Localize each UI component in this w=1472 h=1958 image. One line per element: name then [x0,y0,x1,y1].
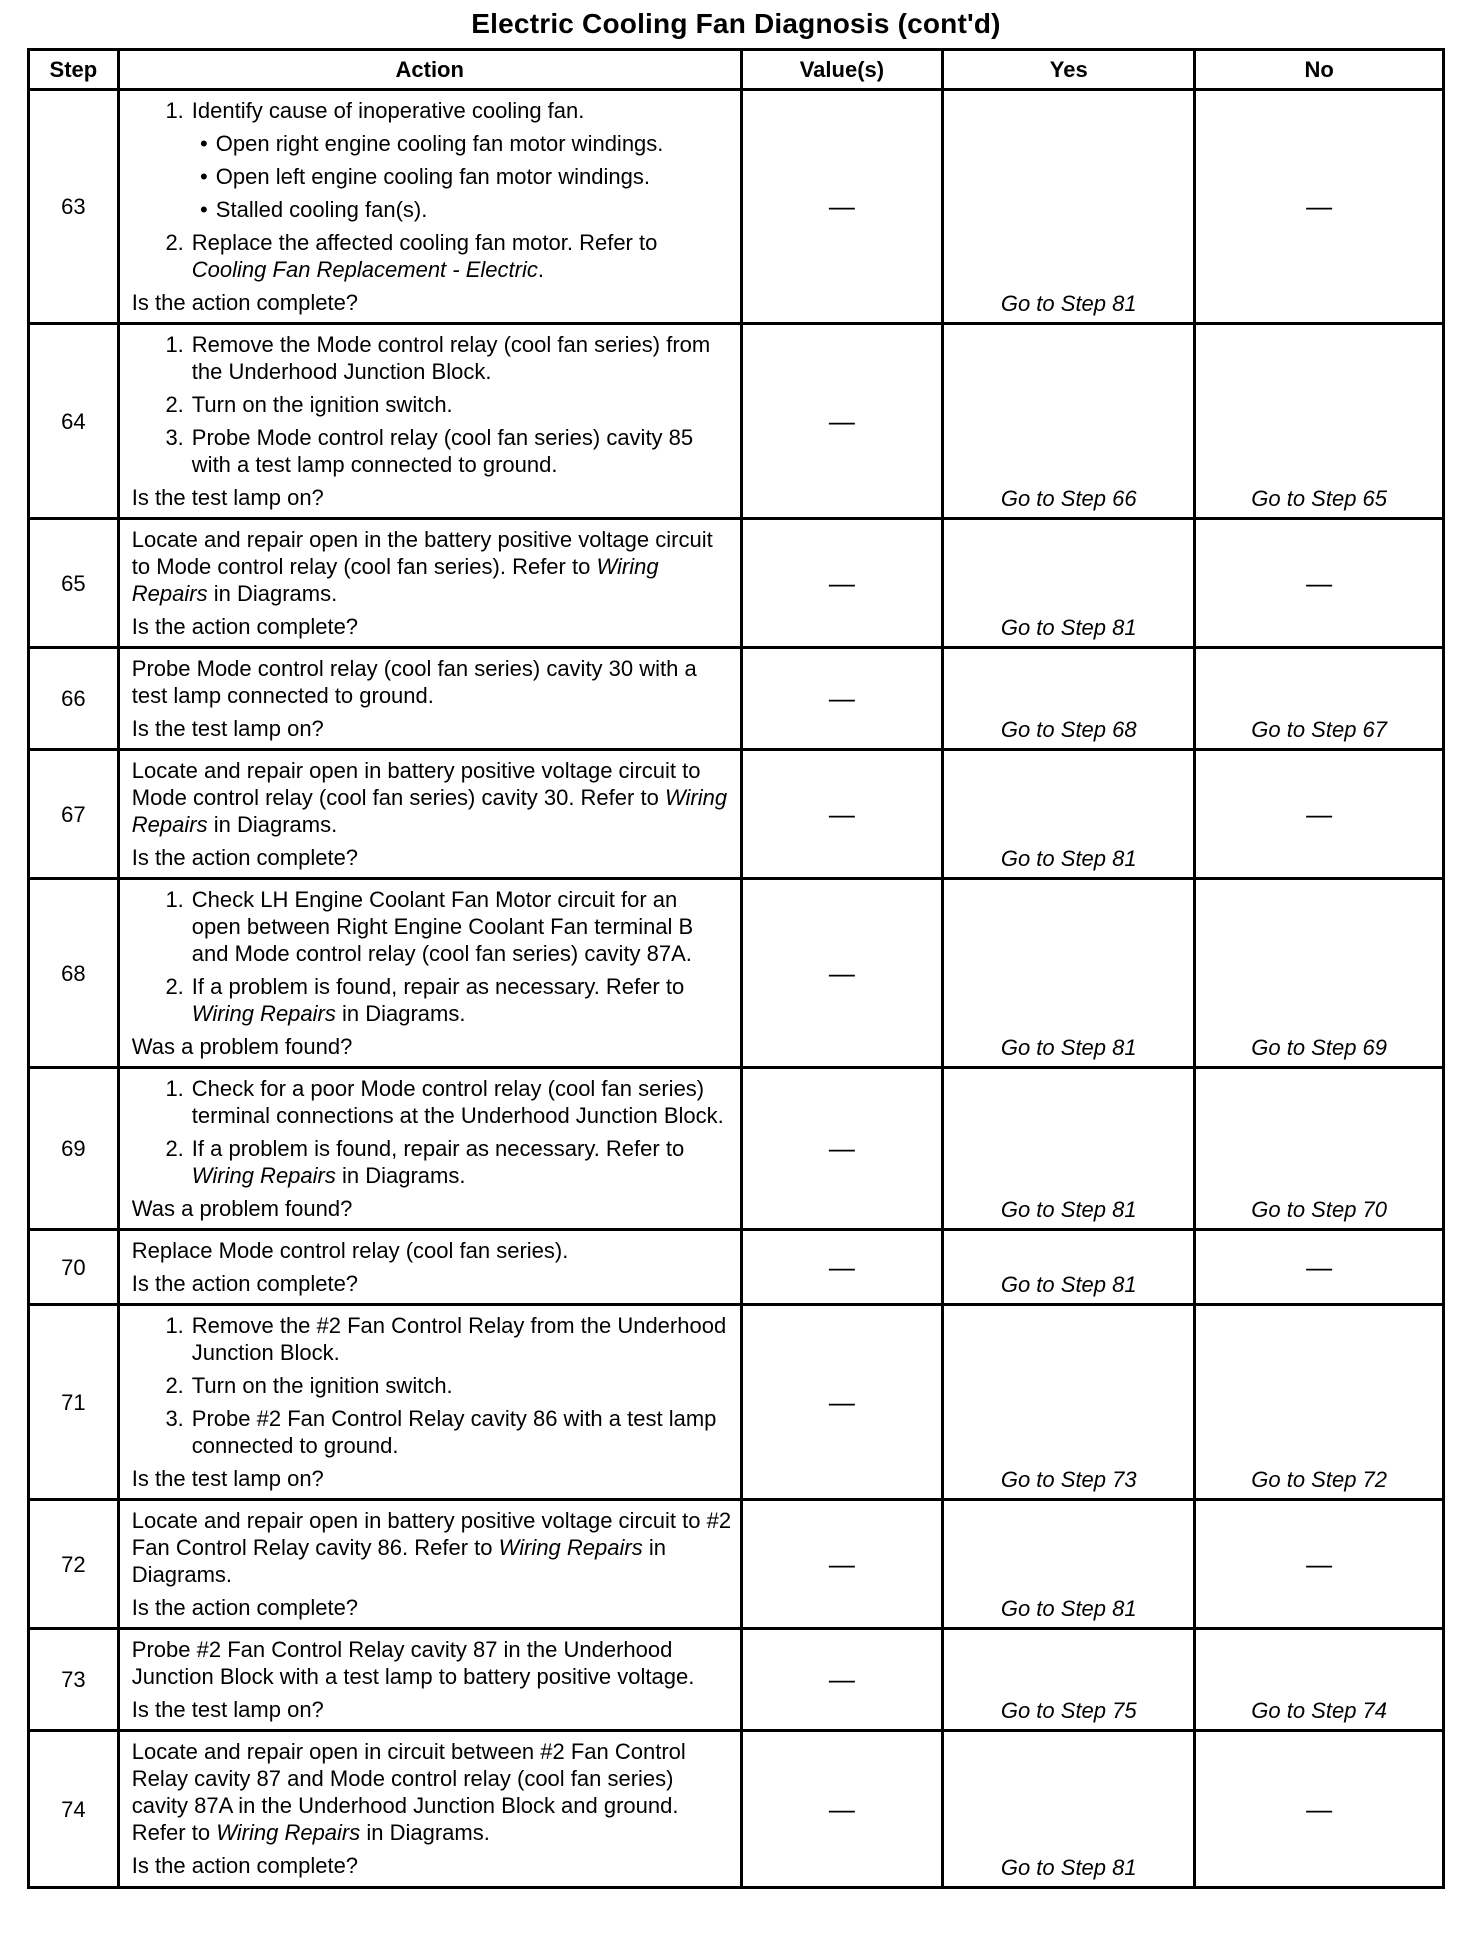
step-index: 3. [165,1406,184,1431]
table-row [29,90,1444,324]
step-index: 1. [165,98,184,123]
yes-cell [943,519,1195,648]
no-cell [1195,648,1444,750]
value-cell: — [741,90,942,324]
no-cell [1195,1305,1444,1500]
header-yes: Yes [943,50,1195,90]
no-cell: — [1195,1500,1444,1629]
step-number: 70 [29,1230,119,1305]
step-text: Remove the #2 Fan Control Relay from the Underhood Junction Block. [191,1313,727,1365]
yes-cell [943,1500,1195,1629]
action-question: Is the action complete? [131,1271,359,1296]
step-text-tail: . [537,257,544,282]
action-question: Is the test lamp on? [131,1697,324,1722]
yes-cell [943,1068,1195,1230]
action-step [132,331,732,385]
action-text [132,526,732,607]
value-cell: — [741,1500,942,1629]
step-number: 64 [29,324,119,519]
step-index: 1. [165,887,184,912]
yes-goto-link[interactable]: Go to Step 81 [1000,1596,1137,1621]
manual-reference-link[interactable]: Wiring Repairs [131,554,659,606]
bullet-item [192,130,732,157]
value-cell: — [741,324,942,519]
yes-goto-link[interactable]: Go to Step 81 [1000,615,1137,640]
action-step [132,424,732,478]
action-question: Is the test lamp on? [131,716,324,741]
bullet-text: Open right engine cooling fan motor windings. [215,131,664,156]
step-text-tail: in Diagrams. [335,1163,466,1188]
table-row [29,1731,1444,1888]
no-goto-link[interactable]: Go to Step 67 [1251,717,1388,742]
action-cell [118,1068,741,1230]
table-row [29,324,1444,519]
table-row [29,1305,1444,1500]
step-number: 73 [29,1629,119,1731]
action-step [132,1135,732,1189]
action-text-main: Locate and repair open in the battery positive voltage circuit to Mode control relay (cool fan series). Refer to [131,527,713,579]
yes-cell [943,1629,1195,1731]
step-index: 1. [165,332,184,357]
value-cell: — [741,648,942,750]
bullet-text: Open left engine cooling fan motor windings. [215,164,650,189]
manual-reference-link[interactable]: Cooling Fan Replacement - Electric [191,257,538,282]
step-index: 2. [165,1373,184,1398]
step-index: 2. [165,1136,184,1161]
action-step [132,1312,732,1366]
value-cell: — [741,750,942,879]
manual-reference-link[interactable]: Wiring Repairs [191,1163,336,1188]
action-question: Was a problem found? [131,1196,353,1221]
action-cell [118,324,741,519]
action-question: Is the action complete? [131,614,359,639]
step-number: 66 [29,648,119,750]
manual-reference-link[interactable]: Wiring Repairs [216,1820,361,1845]
step-number: 74 [29,1731,119,1888]
yes-goto-link[interactable]: Go to Step 81 [1000,1855,1137,1880]
action-question: Is the action complete? [131,1853,359,1878]
no-cell: — [1195,519,1444,648]
action-text: Probe #2 Fan Control Relay cavity 87 in the Underhood Junction Block with a test lamp to battery positive voltage. [131,1637,695,1689]
no-goto-link[interactable]: Go to Step 65 [1251,486,1388,511]
action-text-tail: in Diagrams. [207,581,338,606]
action-text-tail: in Diagrams. [360,1820,490,1845]
step-text: Replace the affected cooling fan motor. Refer to [191,230,658,255]
yes-goto-link[interactable]: Go to Step 81 [1000,1272,1137,1297]
yes-goto-link[interactable]: Go to Step 66 [1000,486,1137,511]
step-text: Turn on the ignition switch. [191,392,453,417]
action-step [132,1372,732,1399]
manual-reference-link[interactable]: Wiring Repairs [131,785,728,837]
yes-cell [943,879,1195,1068]
table-row [29,1629,1444,1731]
bullet-item [192,163,732,190]
action-cell [118,90,741,324]
no-goto-link[interactable]: Go to Step 72 [1251,1467,1388,1492]
step-text: Check for a poor Mode control relay (cool fan series) terminal connections at the Underhood Junction Block. [191,1076,724,1128]
value-cell: — [741,1629,942,1731]
bullet-icon: • [199,164,208,189]
bullet-icon: • [199,197,208,222]
header-no: No [1195,50,1444,90]
step-body [192,1135,732,1189]
table-row [29,648,1444,750]
no-cell [1195,1068,1444,1230]
bullet-text: Stalled cooling fan(s). [215,197,428,222]
action-cell [118,1230,741,1305]
value-cell: — [741,879,942,1068]
action-question: Is the test lamp on? [131,485,324,510]
no-goto-link[interactable]: Go to Step 69 [1251,1035,1388,1060]
value-cell: — [741,1731,942,1888]
action-text [132,1507,732,1588]
step-index: 1. [165,1313,184,1338]
yes-cell [943,1305,1195,1500]
action-text [132,757,732,838]
action-text-main: Locate and repair open in battery positive voltage circuit to Mode control relay (cool fan series) cavity 30. Refer to [131,758,701,810]
action-question: Is the action complete? [131,290,359,315]
yes-goto-link[interactable]: Go to Step 81 [1000,1197,1137,1222]
table-row [29,1068,1444,1230]
step-index: 2. [165,392,184,417]
bullet-item [192,196,732,223]
no-cell [1195,1629,1444,1731]
action-text: Probe Mode control relay (cool fan series) cavity 30 with a test lamp connected to ground. [131,656,697,708]
action-question: Was a problem found? [131,1034,353,1059]
no-cell: — [1195,1731,1444,1888]
yes-cell [943,1230,1195,1305]
action-step [132,97,732,223]
header-values: Value(s) [741,50,942,90]
value-cell: — [741,1230,942,1305]
action-cell [118,519,741,648]
action-cell [118,750,741,879]
step-number: 72 [29,1500,119,1629]
step-index: 2. [165,230,184,255]
value-cell: — [741,1068,942,1230]
action-text-tail: in Diagrams. [207,812,338,837]
action-steps [132,97,732,283]
value-cell: — [741,1305,942,1500]
yes-goto-link[interactable]: Go to Step 68 [1000,717,1137,742]
no-cell: — [1195,750,1444,879]
step-number: 69 [29,1068,119,1230]
action-step [132,1405,732,1459]
step-number: 68 [29,879,119,1068]
yes-goto-link[interactable]: Go to Step 81 [1000,846,1137,871]
step-text: Remove the Mode control relay (cool fan series) from the Underhood Junction Block. [191,332,711,384]
action-cell [118,1500,741,1629]
action-cell [118,648,741,750]
step-number: 71 [29,1305,119,1500]
yes-cell [943,648,1195,750]
step-text: Probe Mode control relay (cool fan series) cavity 85 with a test lamp connected to ground. [191,425,694,477]
action-cell [118,1305,741,1500]
yes-goto-link[interactable]: Go to Step 81 [1000,291,1137,316]
action-text [132,1738,732,1846]
action-text-main: Locate and repair open in circuit between #2 Fan Control Relay cavity 87 and Mode control relay (cool fan series) cavity 87A in the Underhood Junction Block and ground. Refer to [131,1739,686,1845]
diagnosis-table [27,48,1445,1889]
action-text-main: Locate and repair open in battery positive voltage circuit to #2 Fan Control Relay cavity 86. Refer to [131,1508,732,1560]
page-title: Electric Cooling Fan Diagnosis (cont'd) [471,8,1001,39]
step-number: 67 [29,750,119,879]
step-text-tail: in Diagrams. [335,1001,466,1026]
no-cell [1195,324,1444,519]
bullet-icon: • [199,131,208,156]
action-steps [132,1075,732,1189]
step-text: Probe #2 Fan Control Relay cavity 86 with a test lamp connected to ground. [191,1406,717,1458]
action-text: Replace Mode control relay (cool fan series). [131,1238,569,1263]
step-text: If a problem is found, repair as necessary. Refer to [191,974,685,999]
yes-cell [943,90,1195,324]
step-body [192,973,732,1027]
step-text: Check LH Engine Coolant Fan Motor circuit for an open between Right Engine Coolant Fan terminal B and Mode control relay (cool fan series) cavity 87A. [191,887,694,966]
action-step [132,229,732,283]
step-index: 3. [165,425,184,450]
no-cell [1195,879,1444,1068]
table-row [29,879,1444,1068]
yes-goto-link[interactable]: Go to Step 81 [1000,1035,1137,1060]
step-body [192,97,732,223]
action-steps [132,331,732,478]
yes-cell [943,750,1195,879]
action-step [132,1075,732,1129]
action-cell [118,1629,741,1731]
step-text: Identify cause of inoperative cooling fan. [191,98,585,123]
value-cell: — [741,519,942,648]
step-text: Turn on the ignition switch. [191,1373,453,1398]
header-action: Action [118,50,741,90]
action-steps [132,886,732,1027]
step-index: 1. [165,1076,184,1101]
no-cell: — [1195,90,1444,324]
action-steps [132,1312,732,1459]
action-step [132,391,732,418]
step-index: 2. [165,974,184,999]
no-cell: — [1195,1230,1444,1305]
manual-reference-link[interactable]: Wiring Repairs [498,1535,643,1560]
action-question: Is the action complete? [131,1595,359,1620]
yes-cell [943,1731,1195,1888]
yes-cell [943,324,1195,519]
action-step [132,973,732,1027]
step-text: If a problem is found, repair as necessary. Refer to [191,1136,685,1161]
no-goto-link[interactable]: Go to Step 70 [1251,1197,1388,1222]
action-text-tail: in Diagrams. [131,1535,666,1587]
table-header-row [29,50,1444,90]
table-row [29,750,1444,879]
yes-goto-link[interactable]: Go to Step 75 [1000,1698,1137,1723]
step-number: 65 [29,519,119,648]
action-cell [118,1731,741,1888]
table-row [29,1500,1444,1629]
step-number: 63 [29,90,119,324]
bullet-list [192,130,732,223]
step-body [192,229,732,283]
manual-reference-link[interactable]: Wiring Repairs [191,1001,336,1026]
table-row [29,519,1444,648]
no-goto-link[interactable]: Go to Step 74 [1251,1698,1388,1723]
action-question: Is the test lamp on? [131,1466,324,1491]
header-step: Step [29,50,119,90]
yes-goto-link[interactable]: Go to Step 73 [1000,1467,1137,1492]
action-question: Is the action complete? [131,845,359,870]
action-step [132,886,732,967]
table-row [29,1230,1444,1305]
action-cell [118,879,741,1068]
